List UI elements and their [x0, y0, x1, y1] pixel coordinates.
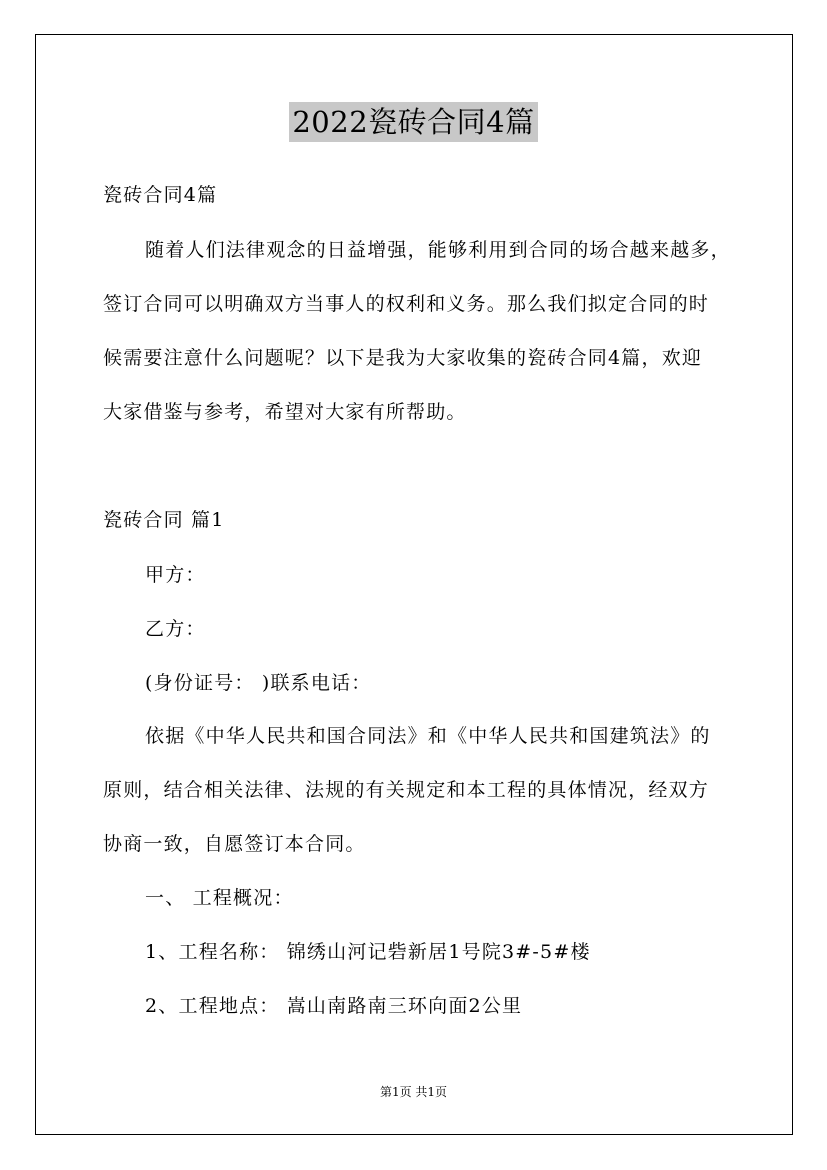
- intro-line-2: 签订合同可以明确双方当事人的权利和义务。那么我们拟定合同的时: [103, 293, 710, 315]
- page-footer: 第1页 共1页: [379, 1085, 448, 1099]
- id-contact-line: (身份证号： )联系电话：: [145, 672, 372, 694]
- project-name-item: 1、工程名称： 锦绣山河记砦新居1号院3#-5#楼: [145, 941, 591, 963]
- intro-line-1: 随着人们法律观念的日益增强，能够利用到合同的场合越来越多，: [145, 239, 731, 261]
- project-location-item: 2、工程地点： 嵩山南路南三环向面2公里: [145, 995, 523, 1017]
- document-title: 2022瓷砖合同4篇: [289, 102, 537, 142]
- intro-line-3: 候需要注意什么问题呢？以下是我为大家收集的瓷砖合同4篇，欢迎: [103, 347, 703, 369]
- intro-line-4: 大家借鉴与参考，希望对大家有所帮助。: [103, 401, 467, 423]
- basis-line-1: 依据《中华人民共和国合同法》和《中华人民共和国建筑法》的: [145, 725, 711, 747]
- basis-line-3: 协商一致，自愿签订本合同。: [103, 833, 366, 855]
- party-a-label: 甲方：: [145, 564, 206, 586]
- party-b-label: 乙方：: [145, 618, 206, 640]
- section-heading: 瓷砖合同 篇1: [103, 509, 225, 531]
- clause-heading: 一、 工程概况：: [145, 887, 294, 909]
- basis-line-2: 原则，结合相关法律、法规的有关规定和本工程的具体情况，经双方: [103, 779, 710, 801]
- document-subtitle: 瓷砖合同4篇: [103, 184, 218, 206]
- title-container: [0, 102, 827, 142]
